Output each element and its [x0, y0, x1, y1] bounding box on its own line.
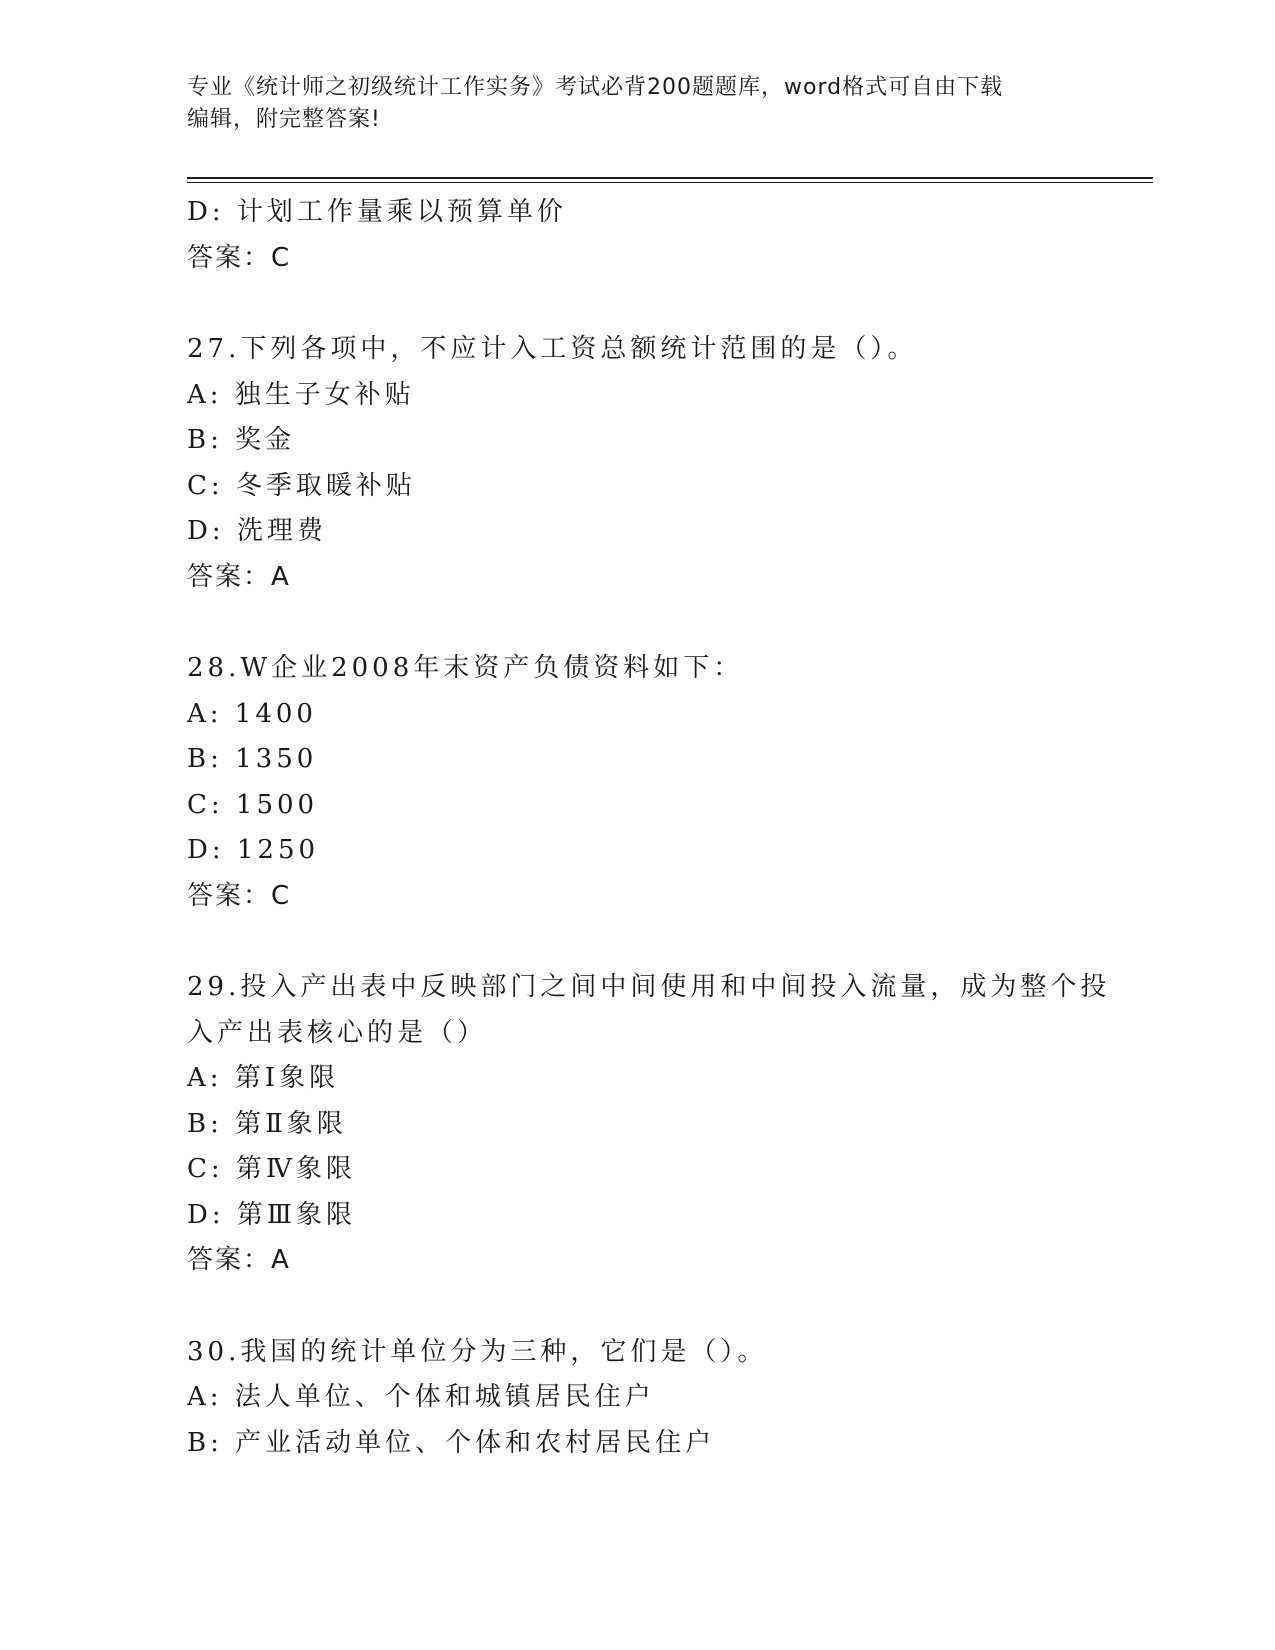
option-b: B: 第Ⅱ象限 [187, 1108, 347, 1139]
option-c: C: 第Ⅳ象限 [187, 1154, 356, 1184]
option-d: D: 计划工作量乘以预算单价 [187, 197, 567, 227]
option-a: A: 独生子女补贴 [187, 379, 415, 410]
option-c: C: 1500 [187, 789, 319, 820]
option-a: A: 1400 [187, 698, 317, 729]
option-d: D: 洗理费 [187, 516, 327, 546]
question-27: 27.下列各项中，不应计入工资总额统计范围的是（）。 [187, 334, 918, 364]
document-header [187, 72, 1087, 136]
answer: 答案：A [187, 1245, 291, 1275]
option-a: A: 第Ⅰ象限 [187, 1063, 340, 1093]
header-line-2: 编辑，附完整答案! [187, 107, 381, 132]
spacer [187, 600, 1087, 646]
spacer [187, 281, 1087, 327]
option-d: D: 1250 [187, 835, 320, 865]
spacer [187, 919, 1087, 965]
header-divider [187, 177, 1153, 179]
option-a: A: 法人单位、个体和城镇居民住户 [187, 1382, 655, 1412]
option-b: B: 产业活动单位、个体和农村居民住户 [187, 1427, 716, 1458]
spacer [187, 1284, 1087, 1330]
answer: 答案：C [187, 242, 292, 273]
answer: 答案：C [187, 880, 292, 911]
header-line-1: 专业《统计师之初级统计工作实务》考试必背200题题库，word格式可自由下载 [187, 75, 1004, 100]
header-divider-thin [187, 182, 1153, 183]
question-29-line-2: 入产出表核心的是（） [187, 1017, 488, 1048]
option-b: B: 1350 [187, 744, 318, 774]
answer: 答案：A [187, 561, 291, 592]
question-29-line-1: 29.投入产出表中反映部门之间中间使用和中间投入流量，成为整个投 [187, 972, 1111, 1002]
question-list [187, 190, 1111, 1466]
option-b: B: 奖金 [187, 425, 296, 455]
option-c: C: 冬季取暖补贴 [187, 470, 416, 501]
question-30: 30.我国的统计单位分为三种，它们是（）。 [187, 1336, 768, 1367]
question-28: 28.W企业2008年末资产负债资料如下： [187, 653, 744, 683]
option-d: D: 第Ⅲ象限 [187, 1199, 356, 1230]
